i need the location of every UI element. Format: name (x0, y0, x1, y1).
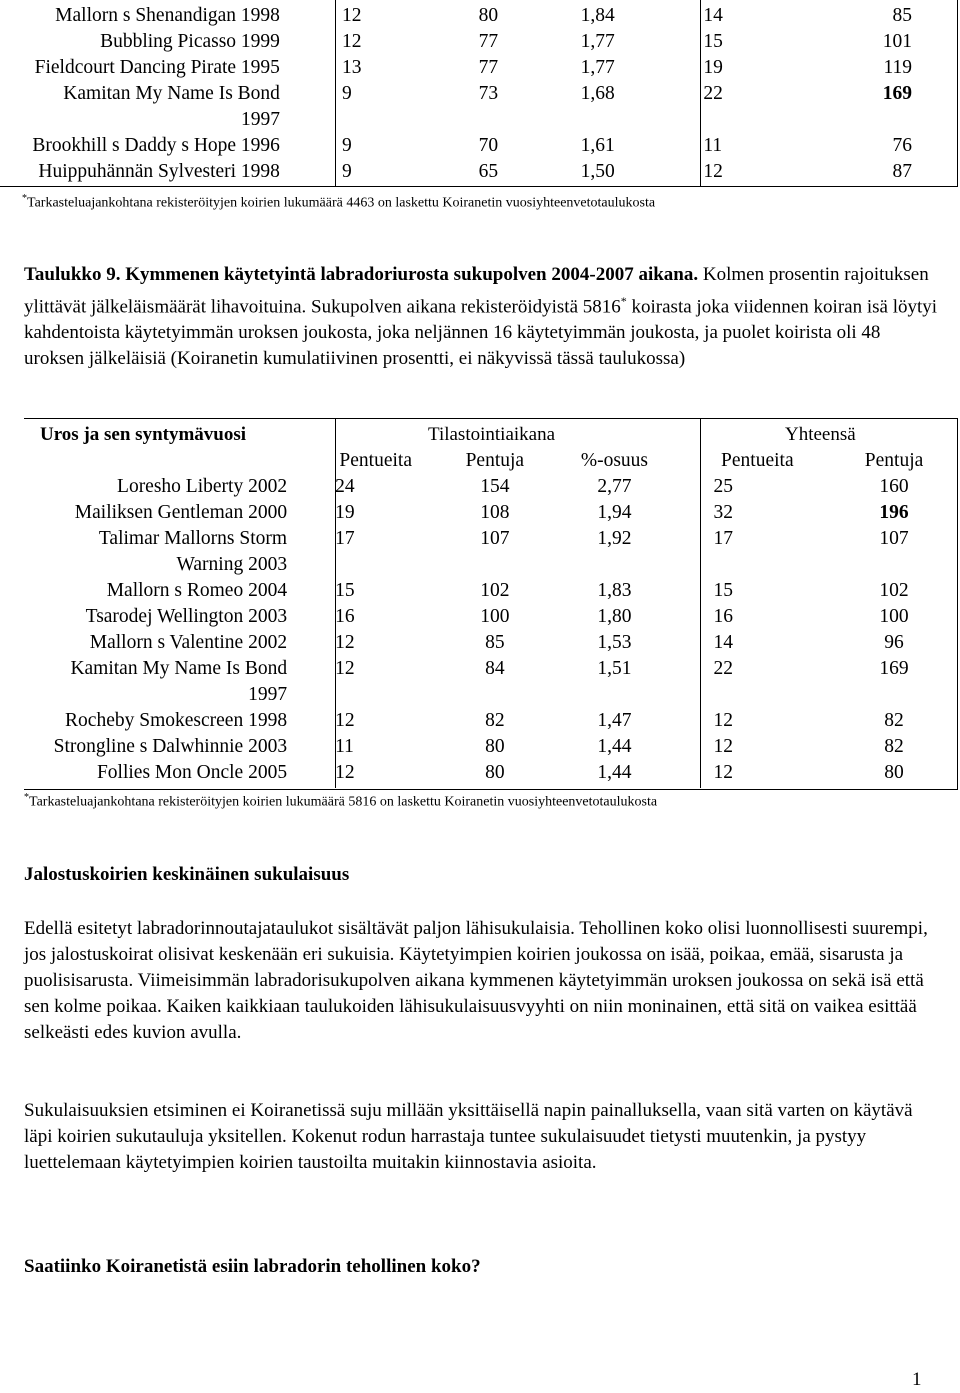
row-value-cell: 77 (478, 57, 499, 78)
row-name-cell: Follies Mon Oncle 2005 (96, 762, 288, 783)
row-value-cell: 11 (335, 736, 354, 757)
row-value-cell: 1,51 (597, 658, 632, 679)
table-row (24, 630, 957, 656)
table-caption (24, 262, 939, 372)
row-value-cell: 1,61 (580, 135, 615, 156)
row-value-cell (831, 552, 957, 578)
row-value-cell: 17 (713, 528, 734, 549)
row-value-cell: 65 (478, 161, 499, 182)
row-value-cell: 32 (713, 502, 734, 523)
row-name-cell: Rocheby Smokescreen 1998 (65, 710, 288, 731)
row-value-cell (684, 552, 832, 578)
row-value-cell: 108 (480, 502, 510, 523)
row-value-cell: 1,44 (597, 762, 632, 783)
footnote-marker: * (22, 193, 27, 204)
table-row (24, 734, 957, 760)
row-value-cell: 12 (713, 736, 734, 757)
table-row (0, 29, 960, 55)
row-value-cell: 9 (341, 135, 352, 156)
subheader-pentuja-total: Pentuja (864, 450, 924, 471)
row-value-cell (307, 682, 444, 708)
row-value-cell: 12 (335, 710, 355, 731)
section-heading: Jalostuskoirien keskinäinen sukulaisuus (24, 864, 350, 885)
row-value-cell: 12 (341, 5, 362, 26)
row-value-cell: 24 (335, 476, 355, 497)
row-name-cell: Kamitan My Name Is Bond (63, 83, 280, 104)
row-name-cell: Fieldcourt Dancing Pirate 1995 (34, 57, 280, 78)
row-value-cell: 15 (335, 580, 355, 601)
row-name-cell: Mallorn s Romeo 2004 (106, 580, 288, 601)
table-row (0, 133, 960, 159)
row-value-cell: 96 (884, 632, 904, 653)
row-value-cell: 15 (713, 580, 734, 601)
caption-title: Taulukko 9. Kymmenen käytetyintä labradoriurosta sukupolven 2004-2007 aikana. (24, 264, 699, 285)
row-value-cell: 22 (713, 658, 734, 679)
row-value-cell: 15 (703, 31, 723, 52)
row-value-cell: 107 (480, 528, 510, 549)
table-row (0, 107, 960, 133)
table2-group-yhteensa: Yhteensä (785, 424, 856, 445)
row-value-cell: 1,77 (580, 31, 615, 52)
row-value-cell: 80 (485, 736, 505, 757)
row-name-cell: Warning 2003 (176, 554, 288, 575)
table-row (24, 604, 957, 630)
footnote-marker: * (24, 792, 29, 803)
row-value-cell: 1,44 (597, 736, 632, 757)
row-value-cell: 16 (713, 606, 734, 627)
row-value-cell: 82 (884, 736, 904, 757)
row-name-cell: 1997 (240, 109, 280, 130)
table-row (0, 159, 960, 185)
row-value-cell: 196 (879, 502, 909, 523)
row-value-cell: 87 (892, 161, 912, 182)
table-row (24, 682, 957, 708)
row-value-cell: 1,80 (597, 606, 632, 627)
caption-marker: * (620, 294, 627, 308)
table-row (24, 578, 957, 604)
paragraph: Sukulaisuuksien etsiminen ei Koiranetissä suju millään yksittäisellä napin painalluksella, vaan sitä varten on käytävä läpi koirien sukutauluja yksitellen. Kokenut rodun harrastaja tuntee sukulaisuudet tietysti muutenkin, ja pystyy luettelemaan käytetyimpien koirien taustoilta muitakin kiinnostavia asioita. (24, 1100, 913, 1173)
table-row (0, 81, 960, 107)
row-value-cell: 9 (341, 83, 352, 104)
row-value-cell (803, 107, 960, 133)
row-value-cell: 76 (892, 135, 912, 156)
row-value-cell: 12 (703, 161, 723, 182)
row-name-cell: Bubbling Picasso 1999 (100, 31, 280, 52)
row-value-cell (545, 682, 683, 708)
row-value-cell: 19 (335, 502, 355, 523)
row-value-cell: 22 (703, 83, 723, 104)
row-value-cell: 73 (478, 83, 499, 104)
row-value-cell: 80 (478, 5, 499, 26)
table2 (24, 448, 957, 786)
footnote-text: Tarkasteluajankohtana rekisteröityjen koirien lukumäärä 5816 on laskettu Koiranetin vuosiyhteenvetotaulukosta (29, 794, 658, 810)
row-value-cell (831, 682, 957, 708)
table1-footnote (22, 190, 655, 213)
row-value-cell: 80 (485, 762, 505, 783)
subheader-osuus: %-osuus (580, 450, 648, 471)
row-value-cell: 82 (485, 710, 505, 731)
row-value-cell: 9 (341, 161, 352, 182)
row-value-cell: 102 (879, 580, 909, 601)
table-row (24, 552, 957, 578)
table2-group-tilastointi: Tilastointiaikana (428, 424, 556, 445)
row-value-cell: 1,68 (580, 83, 615, 104)
row-value-cell: 1,83 (597, 580, 632, 601)
row-value-cell: 160 (879, 476, 909, 497)
row-value-cell: 100 (480, 606, 510, 627)
row-value-cell: 1,94 (597, 502, 632, 523)
row-name-cell: Brookhill s Daddy s Hope 1996 (32, 135, 280, 156)
row-value-cell: 84 (485, 658, 505, 679)
row-value-cell: 1,84 (580, 5, 615, 26)
subheader-pentueita-total: Pentueita (721, 450, 794, 471)
row-value-cell: 85 (485, 632, 505, 653)
row-value-cell: 16 (335, 606, 355, 627)
row-name-cell: Mallorn s Valentine 2002 (89, 632, 288, 653)
row-value-cell (684, 682, 832, 708)
row-value-cell: 102 (480, 580, 510, 601)
row-name-cell: Mailiksen Gentleman 2000 (74, 502, 288, 523)
row-name-cell: 1997 (248, 684, 288, 705)
table-row (0, 3, 960, 29)
row-value-cell: 11 (703, 135, 723, 156)
row-value-cell: 1,77 (580, 57, 615, 78)
row-value-cell: 12 (335, 632, 355, 653)
row-value-cell: 100 (879, 606, 909, 627)
row-value-cell: 80 (884, 762, 904, 783)
row-value-cell: 12 (335, 658, 355, 679)
caption-text-cont: koirasta joka viidennen koiran isä löytyi kahdentoista käytetyimmän uroksen joukosta, joka neljännen 16 käytetyimmän joukosta, ja puolet koirista oli 48 uroksen jälkeläisiä (Koiranetin kumulatiivinen prosentti, ei näkyvissä tässä taulukossa) (24, 296, 938, 370)
row-value-cell: 1,50 (580, 161, 615, 182)
row-value-cell: 169 (879, 658, 909, 679)
table-row (0, 55, 960, 81)
row-name-cell: Huippuhännän Sylvesteri 1998 (38, 161, 280, 182)
row-value-cell (653, 107, 803, 133)
table-row (24, 656, 957, 682)
table2-footnote (24, 789, 657, 812)
row-value-cell: 1,47 (597, 710, 632, 731)
subheader-pentuja: Pentuja (465, 450, 525, 471)
row-name-cell: Loresho Liberty 2002 (117, 476, 288, 497)
row-value-cell (435, 107, 542, 133)
row-value-cell: 107 (879, 528, 909, 549)
subheader-pentueita: Pentueita (339, 450, 412, 471)
row-name-cell: Mallorn s Shenandigan 1998 (55, 5, 280, 26)
row-name-cell: Tsarodej Wellington 2003 (85, 606, 288, 627)
row-value-cell: 70 (478, 135, 499, 156)
table-row (24, 708, 957, 734)
row-value-cell: 17 (335, 528, 355, 549)
row-value-cell: 169 (882, 83, 912, 104)
row-value-cell: 101 (882, 31, 912, 52)
caption-text: Kolmen prosentin rajoituksen ylittävät jälkeläismäärät lihavoituina. Sukupolven aikana rekisteröidyistä 5816 (24, 264, 929, 318)
table-row (24, 474, 957, 500)
row-name-cell: Kamitan My Name Is Bond (70, 658, 288, 679)
row-value-cell: 12 (713, 762, 734, 783)
row-value-cell (307, 552, 444, 578)
row-value-cell: 25 (713, 476, 734, 497)
row-value-cell: 12 (341, 31, 362, 52)
row-value-cell: 1,53 (597, 632, 632, 653)
row-value-cell: 12 (713, 710, 734, 731)
row-value-cell: 1,92 (597, 528, 632, 549)
row-value-cell (444, 682, 545, 708)
row-value-cell: 12 (335, 762, 355, 783)
row-value-cell (545, 552, 683, 578)
section-heading: Saatiinko Koiranetistä esiin labradorin tehollinen koko? (24, 1256, 481, 1277)
row-value-cell (542, 107, 653, 133)
paragraph: Edellä esitetyt labradorinnoutajataulukot sisältävät paljon lähisukulaisia. Tehollinen koko olisi luonnollisesti suurempi, jos jalostuskoirat olisivat keskenään eri sukuisia. Käytetyimpien koirien joukossa on isää, poikaa, emää, sisarusta ja puolisisarusta. Viimeisimmän labradorisukupolven aikana kymmenen käytetyimmän uroksen joukossa on sekä isä että sen kolme poikaa. Kaiken kaikkiaan taulukoiden lähisukulaisuusvyyhti on niin moninainen, että sitä on vaikea esittää selkeästi edes kuvion avulla. (24, 918, 928, 1043)
row-value-cell: 119 (883, 57, 912, 78)
row-name-cell: Strongline s Dalwhinnie 2003 (53, 736, 288, 757)
row-name-cell: Talimar Mallorns Storm (98, 528, 288, 549)
page-number: 1 (912, 1369, 922, 1390)
row-value-cell: 154 (480, 476, 510, 497)
row-value-cell: 82 (884, 710, 904, 731)
row-value-cell: 77 (478, 31, 499, 52)
row-value-cell: 19 (703, 57, 723, 78)
table-row (24, 760, 957, 786)
row-value-cell: 85 (892, 5, 912, 26)
row-value-cell: 14 (703, 5, 723, 26)
table1 (0, 3, 960, 185)
table2-header-name: Uros ja sen syntymävuosi (40, 424, 247, 445)
row-value-cell: 2,77 (597, 476, 632, 497)
row-value-cell: 14 (713, 632, 734, 653)
row-value-cell (444, 552, 545, 578)
footnote-text: Tarkasteluajankohtana rekisteröityjen koirien lukumäärä 4463 on laskettu Koiranetin vuosiyhteenvetotaulukosta (27, 195, 656, 211)
table-row (24, 500, 957, 526)
row-value-cell (300, 107, 435, 133)
row-value-cell: 13 (341, 57, 362, 78)
table-row (24, 526, 957, 552)
